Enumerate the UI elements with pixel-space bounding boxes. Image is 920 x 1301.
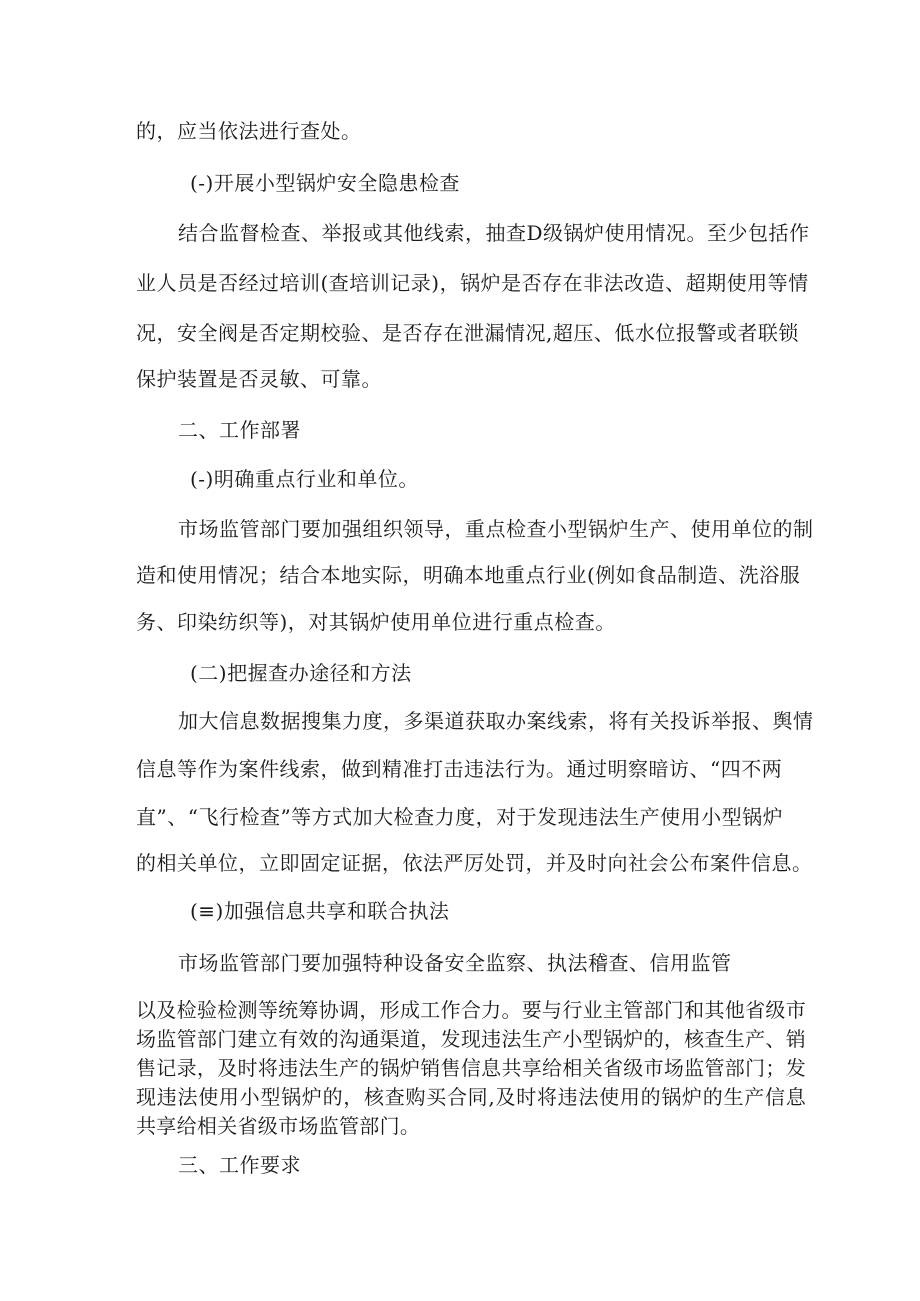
- paragraph-line: 务、印染纺织等)，对其锅炉使用单位进行重点检查。: [136, 610, 616, 634]
- subheading: (-)开展小型锅炉安全隐患检查: [190, 171, 460, 195]
- subheading: (二)把握查办途径和方法: [190, 661, 412, 685]
- paragraph-line: 况，安全阀是否定期校验、是否存在泄漏情况,超压、低水位报警或者联锁: [136, 321, 799, 345]
- paragraph-line: 的，应当依法进行查处。: [136, 119, 362, 143]
- paragraph-line: 加大信息数据搜集力度，多渠道获取办案线索，将有关投诉举报、舆情: [178, 709, 814, 733]
- paragraph-line: 市场监管部门要加强特种设备安全监察、执法稽查、信用监管: [178, 951, 732, 975]
- paragraph-line: 结合监督检查、举报或其他线索，抽查D级锅炉使用情况。至少包括作: [178, 221, 810, 245]
- section-heading: 二、工作部署: [178, 418, 301, 442]
- paragraph-line: 直”、“飞行检查”等方式加大检查力度，对于发现违法生产使用小型锅炉: [136, 805, 784, 829]
- dense-paragraph: 以及检验检测等统筹协调，形成工作合力。要与行业主管部门和其他省级市场监管部门建立有效的沟通渠道，发现违法生产小型锅炉的，核查生产、销售记录，及时将违法生产的锅炉销售信息共享给相关省级市场监管部门；发现违法使用小型锅炉的，核查购买合同,及时将违法使用的锅炉的生产信息共享给相关省级市场监管部门。: [136, 998, 806, 1138]
- paragraph-line: 保护装置是否灵敏、可靠。: [136, 367, 382, 391]
- subheading: (-)明确重点行业和单位。: [190, 467, 419, 491]
- paragraph-line: 业人员是否经过培训(查培训记录)，锅炉是否存在非法改造、超期使用等情: [136, 271, 809, 295]
- subheading: (≡)加强信息共享和联合执法: [190, 899, 450, 923]
- paragraph-line: 的相关单位，立即固定证据，依法严厉处罚，并及时向社会公布案件信息。: [136, 851, 813, 875]
- paragraph-line: 造和使用情况；结合本地实际，明确本地重点行业(例如食品制造、洗浴服: [136, 563, 801, 587]
- section-heading: 三、工作要求: [178, 1153, 301, 1177]
- paragraph-line: 信息等作为案件线索，做到精准打击违法行为。通过明察暗访、“四不两: [136, 757, 783, 781]
- paragraph-line: 市场监管部门要加强组织领导，重点检查小型锅炉生产、使用单位的制: [178, 517, 814, 541]
